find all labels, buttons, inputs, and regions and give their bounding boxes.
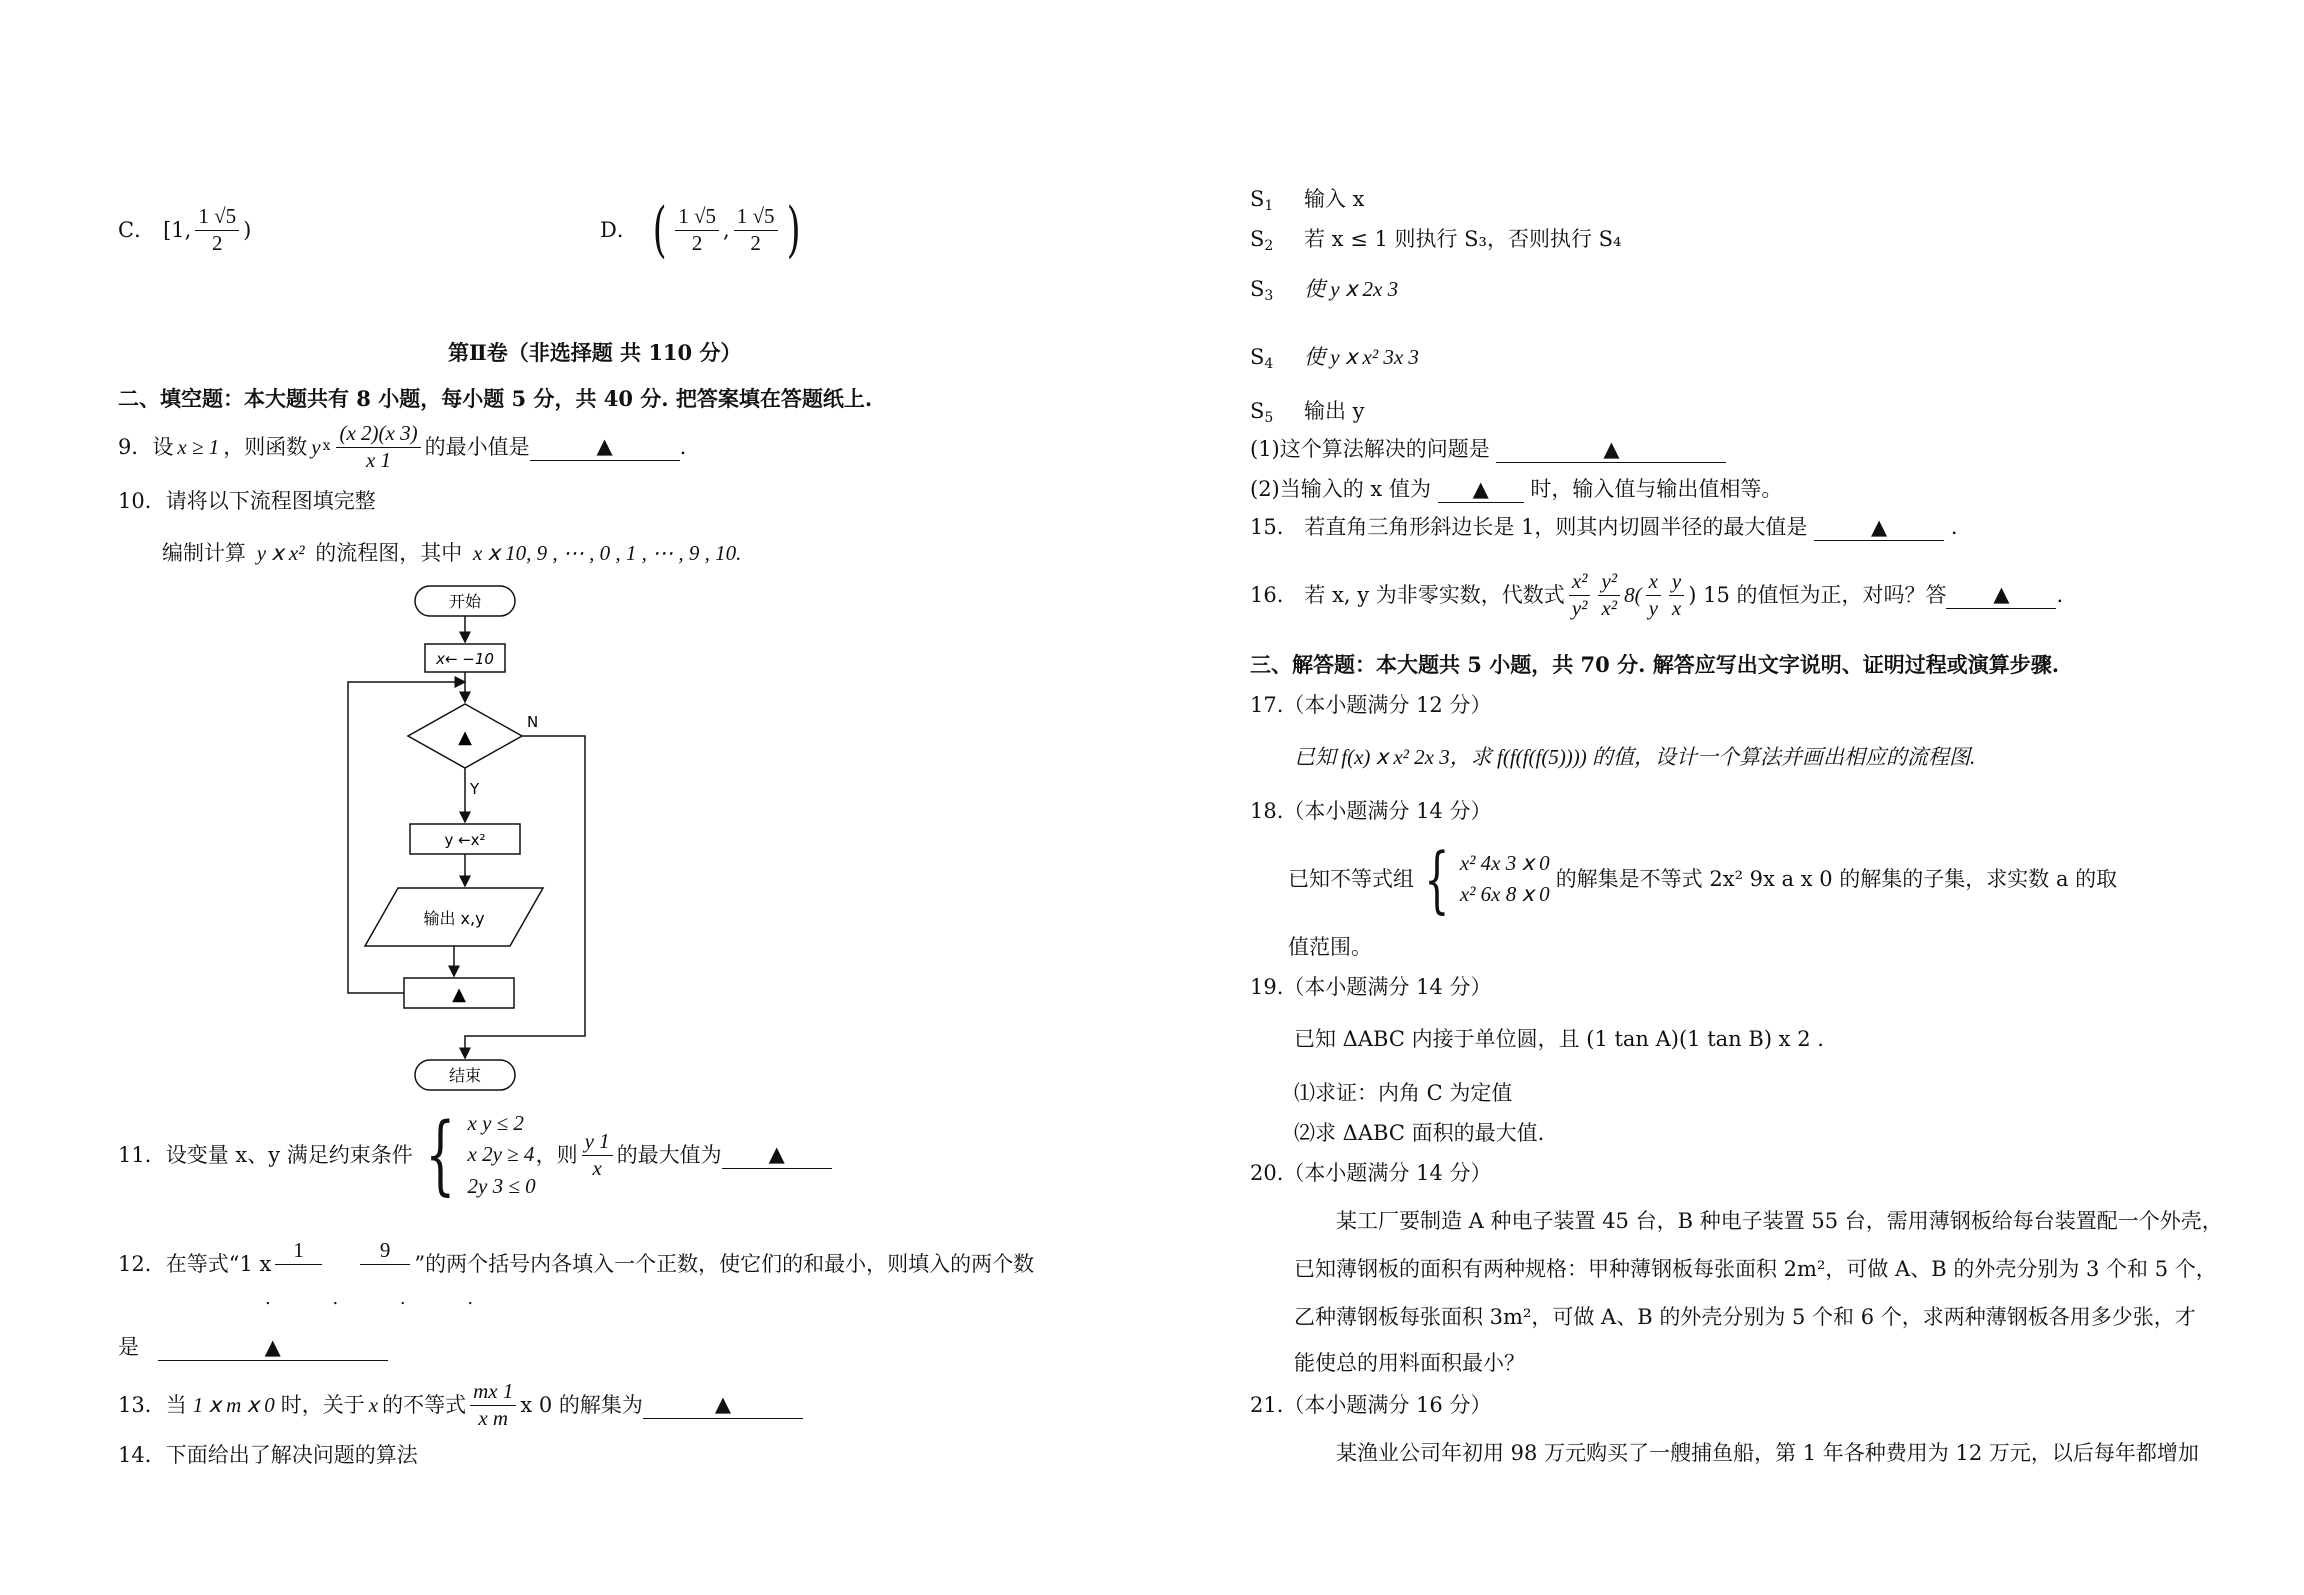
flow-start-label: 开始 [448, 592, 482, 611]
q9-answer-blank[interactable]: ▲ [530, 433, 680, 460]
step-s4-index: 4 [1264, 356, 1274, 372]
q13-x: x [368, 1392, 379, 1417]
step-s2-label: S [1250, 227, 1265, 251]
q11-numerator: y 1 [582, 1129, 613, 1155]
flow-init-label: x← −10 [436, 650, 494, 668]
q13-answer-blank[interactable]: ▲ [643, 1391, 803, 1418]
q16-f1-denominator: y² [1571, 595, 1588, 620]
q11-post: 的最大值为 [616, 1142, 722, 1167]
option-d-fraction-2 [734, 204, 778, 255]
q18-prefix: 已知不等式组 [1288, 866, 1414, 891]
step-s1-text: 输入 x [1304, 187, 1365, 211]
q10-line2-prefix: 编制计算 [162, 541, 246, 565]
q12-fraction-1 [275, 1238, 322, 1289]
option-d-numerator-2: 1 √5 [734, 204, 778, 230]
step-s2-index: 2 [1264, 238, 1274, 254]
question-14: 14．下面给出了解决问题的算法 [118, 1443, 418, 1467]
q12-fraction-1-numerator: 1 [275, 1238, 322, 1264]
q12-emphasis-dots: . . . . [265, 1288, 502, 1309]
option-d-denominator-2: 2 [750, 230, 761, 255]
q12-line-1: 12．在等式“1 ⅹ [118, 1251, 272, 1276]
flowchart [340, 582, 640, 1102]
part-2 [1250, 476, 1782, 503]
q16-f1-numerator: x² [1569, 569, 1591, 595]
q13-post: ⅹ 0 的解集为 [520, 1392, 643, 1417]
step-s5 [1250, 398, 1365, 428]
q16-f2-denominator: x² [1601, 595, 1618, 620]
question-21-heading: 21.（本小题满分 16 分） [1250, 1393, 1492, 1417]
question-17-body: 已知 f(x) ⅹ x² 2x 3，求 f(f(f(f(5)))) 的值，设计一个算法并画出相应的流程图. [1294, 745, 1976, 769]
question-20-line-1: 某工厂要制造 A 种电子装置 45 台，B 种电子装置 55 台，需用薄钢板给每台装置配一个外壳， [1336, 1209, 2223, 1233]
part-2-title: 第Ⅱ卷（非选择题 共 110 分） [448, 340, 742, 365]
option-c-prefix: [1, [163, 217, 192, 242]
q11-fraction [582, 1129, 613, 1180]
q9-numerator: (x 2)(x 3) [336, 421, 420, 447]
part-2-prefix: (2)当输入的 x 值为 [1250, 477, 1431, 501]
q9-denominator: x 1 [365, 447, 392, 472]
step-s4-label: S [1250, 345, 1265, 369]
option-d-close-paren: ) [786, 195, 801, 265]
flow-decision-label: ▲ [458, 727, 472, 748]
option-c-suffix: ) [243, 217, 252, 242]
question-20-line-2: 已知薄钢板的面积有两种规格：甲种薄钢板每张面积 2m²，可做 A、B 的外壳分别为 3 个和 5 个， [1294, 1257, 2217, 1281]
q15-answer-blank[interactable]: ▲ [1814, 514, 1944, 541]
q10-formula: y ⅹ x² [256, 541, 305, 565]
question-10: 10．请将以下流程图填完整 [118, 489, 376, 513]
q18-row-1: x² 4x 3 ⅹ 0 [1459, 850, 1550, 875]
q9-y: y [311, 434, 321, 459]
q12-fraction-2-denominator [379, 1265, 390, 1290]
q9-fraction [336, 421, 420, 472]
question-19-part-2: ⑵求 ΔABC 面积的最大值. [1294, 1121, 1545, 1145]
question-20-line-4: 能使总的用料面积最小？ [1294, 1351, 1525, 1375]
step-s5-index: 5 [1264, 410, 1274, 426]
option-d-fraction-1 [675, 204, 719, 255]
section-3-heading: 三、解答题：本大题共 5 小题，共 70 分. 解答应写出文字说明、证明过程或演算步骤. [1250, 652, 2060, 677]
question-19-heading: 19.（本小题满分 14 分） [1250, 975, 1492, 999]
q13-numerator: mx 1 [470, 1379, 516, 1405]
step-s5-label: S [1250, 399, 1265, 423]
question-11 [118, 1100, 832, 1210]
step-s1 [1250, 186, 1365, 216]
step-s4-text: 使 y ⅹ x² 3x 3 [1304, 345, 1419, 369]
q16-fraction-3 [1646, 569, 1661, 620]
flow-y-label: Y [470, 780, 480, 798]
q16-f3-numerator: x [1646, 569, 1661, 595]
option-d-label: D． [600, 217, 638, 242]
question-18-heading: 18.（本小题满分 14 分） [1250, 799, 1492, 823]
question-19-body: 已知 ΔABC 内接于单位圆，且 (1 tan A)(1 tan B) ⅹ 2 . [1294, 1027, 1824, 1051]
q9-condition: x ≥ 1 [177, 434, 220, 459]
q12-answer-blank[interactable]: ▲ [158, 1334, 388, 1361]
q15-end: . [1950, 515, 1958, 539]
flow-n-label: N [527, 713, 539, 731]
q11-denominator: x [592, 1155, 602, 1180]
flow-update-label: ▲ [452, 984, 466, 1005]
q12-fraction-2 [360, 1238, 411, 1289]
q9-mid: ，则函数 [223, 434, 308, 459]
question-20-line-3: 乙种薄钢板每张面积 3m²，可做 A、B 的外壳分别为 5 个和 6 个，求两种薄钢板各用多少张，才 [1294, 1305, 2196, 1329]
q9-post: 的最小值是 [424, 434, 530, 459]
question-12-line-2 [118, 1334, 388, 1361]
question-10-line-2 [162, 540, 741, 566]
q13-prefix: 13．当 [118, 1392, 187, 1417]
q16-prefix: 16. 若 x, y 为非零实数，代数式 [1250, 582, 1565, 607]
question-21-line-1: 某渔业公司年初用 98 万元购买了一艘捕鱼船，第 1 年各种费用为 12 万元，以后每年都增加 [1336, 1441, 2199, 1465]
flow-end-label: 结束 [448, 1066, 482, 1085]
q16-f2-numerator: y² [1598, 569, 1620, 595]
q11-mid: ，则 [535, 1142, 578, 1167]
question-15 [1250, 514, 1958, 541]
step-s4 [1250, 344, 1419, 374]
q9-end: . [679, 434, 687, 459]
option-d-denominator-1: 2 [691, 230, 703, 255]
q16-fraction-2 [1598, 569, 1620, 620]
q11-prefix: 11．设变量 x、y 满足约束条件 [118, 1142, 413, 1167]
q16-fraction-1 [1569, 569, 1591, 620]
q11-row-2: x 2y ≥ 4 [467, 1142, 535, 1167]
q11-constraint-system [413, 1105, 536, 1205]
q13-condition: 1 ⅹ m ⅹ 0 [192, 1392, 275, 1417]
question-16 [1250, 558, 2063, 632]
option-d-numerator-1: 1 √5 [675, 204, 719, 230]
step-s1-label: S [1250, 187, 1265, 211]
q12-line-1-post: ”的两个括号内各填入一个正数，使它们的和最小，则填入的两个数 [414, 1251, 1035, 1276]
q16-post: ) 15 的值恒为正，对吗？答 [1688, 582, 1947, 607]
step-s3-index: 3 [1264, 288, 1274, 304]
q16-f4-denominator: x [1671, 595, 1682, 620]
q11-row-3: 2y 3 ≤ 0 [467, 1173, 536, 1198]
q16-f4-numerator: y [1669, 569, 1684, 595]
option-d-open-paren: ( [652, 195, 667, 265]
option-d-separator: , [723, 217, 730, 242]
part-2-answer-blank[interactable]: ▲ [1438, 476, 1524, 503]
flow-assign-label: y ←x² [444, 831, 486, 849]
option-c-denominator: 2 [211, 230, 223, 255]
question-17-heading: 17.（本小题满分 12 分） [1250, 693, 1492, 717]
q9-prefix: 9．设 [118, 434, 174, 459]
q10-line2-mid: 的流程图，其中 [315, 541, 463, 565]
q11-row-1: x y ≤ 2 [467, 1110, 524, 1135]
q16-fraction-4 [1669, 569, 1684, 620]
q12-fraction-2-numerator: 9 [360, 1238, 411, 1264]
part-1-answer-blank[interactable]: ▲ [1496, 436, 1726, 463]
step-s5-text: 输出 y [1304, 399, 1365, 423]
question-18 [1288, 834, 2117, 924]
option-c-label: C． [118, 217, 156, 242]
q18-post: 的解集是不等式 2x² 9x a ⅹ 0 的解集的子集，求实数 a 的取 [1555, 866, 2118, 891]
section-2-heading: 二、填空题：本大题共有 8 小题，每小题 5 分，共 40 分. 把答案填在答题纸上. [118, 386, 873, 411]
question-18-tail: 值范围。 [1288, 935, 1372, 959]
q10-x-values: x ⅹ 10, 9 , ⋯ , 0 , 1 , ⋯ , 9 , 10. [472, 541, 742, 565]
question-12 [118, 1236, 1034, 1292]
step-s3-text: 使 y ⅹ 2x 3 [1304, 277, 1399, 301]
q11-brace: { [425, 1105, 456, 1205]
q15-text: 15. 若直角三角形斜边长是 1，则其内切圆半径的最大值是 [1250, 515, 1808, 539]
q16-end: . [2056, 582, 2064, 607]
q13-mid: 时，关于 [280, 1392, 365, 1417]
q13-denominator: x m [478, 1405, 509, 1430]
question-13 [118, 1372, 803, 1438]
flow-output-label: 输出 x,y [423, 909, 485, 928]
question-9 [118, 414, 686, 480]
q12-fraction-1-denominator [293, 1265, 304, 1290]
part-1-text: (1)这个算法解决的问题是 [1250, 437, 1490, 461]
question-19-part-1: ⑴求证：内角 C 为定值 [1294, 1081, 1513, 1105]
q11-answer-blank[interactable]: ▲ [722, 1141, 832, 1168]
option-c-numerator: 1 √5 [195, 204, 239, 230]
q9-equals: ⅹ [322, 438, 331, 455]
step-s2 [1250, 226, 1621, 256]
q18-system [1414, 837, 1550, 921]
step-s3 [1250, 276, 1398, 306]
step-s1-index: 1 [1264, 198, 1274, 214]
q16-f3-denominator: y [1648, 595, 1658, 620]
q16-answer-blank[interactable]: ▲ [1946, 581, 2056, 608]
question-20-heading: 20.（本小题满分 14 分） [1250, 1161, 1492, 1185]
option-c [118, 198, 251, 262]
option-c-fraction [195, 204, 239, 255]
q12-line-2: 是 [118, 1335, 139, 1359]
q16-mid: 8( [1624, 582, 1642, 607]
q13-mid-2: 的不等式 [382, 1392, 467, 1417]
step-s3-label: S [1250, 277, 1265, 301]
part-2-post: 时，输入值与输出值相等。 [1530, 477, 1783, 501]
option-d [600, 192, 805, 268]
step-s2-text: 若 x ≤ 1 则执行 S₃，否则执行 S₄ [1304, 227, 1622, 251]
q13-fraction [470, 1379, 516, 1430]
q18-row-2: x² 6x 8 ⅹ 0 [1459, 882, 1550, 906]
part-1 [1250, 436, 1726, 463]
q18-brace: { [1424, 837, 1450, 921]
